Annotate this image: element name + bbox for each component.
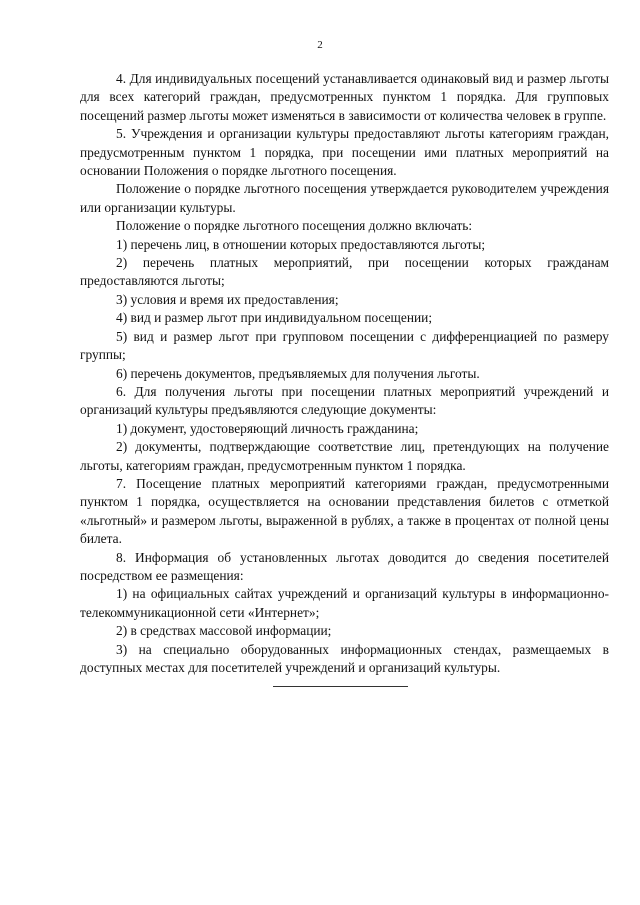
list-item-eligibility-documents: 2) документы, подтверждающие соответствие лиц, претендующих на получение льготы, категориям граждан, предусмотренным пунктом 1 порядка. [80,439,609,473]
page-number: 2 [317,39,323,51]
list-item-mass-media: 2) в средствах массовой информации; [116,623,332,639]
end-separator-line [273,686,408,687]
list-item-group-benefits: 5) вид и размер льгот при групповом посещении с дифференциацией по размеру группы; [80,328,609,363]
list-item-official-websites: 1) на официальных сайтах учреждений и организаций культуры в информационно-телекоммуникационной сети «Интернет»; [80,586,609,620]
list-item-identity-document: 1) документ, удостоверяющий личность гражданина; [116,420,419,436]
paragraph-6-required-documents: 6. Для получения льготы при посещении платных мероприятий учреждений и организаций культуры предъявляются следующие документы: [80,383,609,418]
list-item-paid-events: 2) перечень платных мероприятий, при посещении которых гражданам предоставляются льготы; [80,255,609,289]
paragraph-4-individual-visits: 4. Для индивидуальных посещений устанавливается одинаковый вид и размер льготы для всех категорий граждан, предусмотренных пунктом 1 порядка. Для групповых посещений размер льготы может изменяться в зависимости от количества человек в группе. [80,71,609,123]
list-item-conditions-time: 3) условия и время их предоставления; [116,291,339,307]
list-item-documents: 6) перечень документов, предъявляемых для получения льготы. [116,365,480,381]
paragraph-7-ticket-presentation: 7. Посещение платных мероприятий категориями граждан, предусмотренными пунктом 1 порядка, осуществляется на основании представления билетов с отметкой «льготный» и размером льготы, выраженной в рублях, а также в процентах от полной цены билета. [80,475,609,547]
paragraph-5-institutions-provide-benefits: 5. Учреждения и организации культуры предоставляют льготы категориям граждан, предусмотренным пунктом 1 порядка, при посещении ими платных мероприятий на основании Положения о порядке льготного посещения. [80,126,609,179]
list-item-individual-benefits: 4) вид и размер льгот при индивидуальном посещении; [116,310,433,326]
list-item-persons: 1) перечень лиц, в отношении которых предоставляются льготы; [116,236,486,252]
paragraph-8-information: 8. Информация об установленных льготах доводится до сведения посетителей посредством ее размещения: [80,549,609,583]
paragraph-regulation-approval: Положение о порядке льготного посещения утверждается руководителем учреждения или организации культуры. [80,181,609,215]
list-item-information-stands: 3) на специально оборудованных информационных стендах, размещаемых в доступных местах для посетителей учреждений и организаций культуры. [80,641,609,675]
paragraph-regulation-contents-intro: Положение о порядке льготного посещения должно включать: [116,218,473,234]
document-body [80,70,609,677]
